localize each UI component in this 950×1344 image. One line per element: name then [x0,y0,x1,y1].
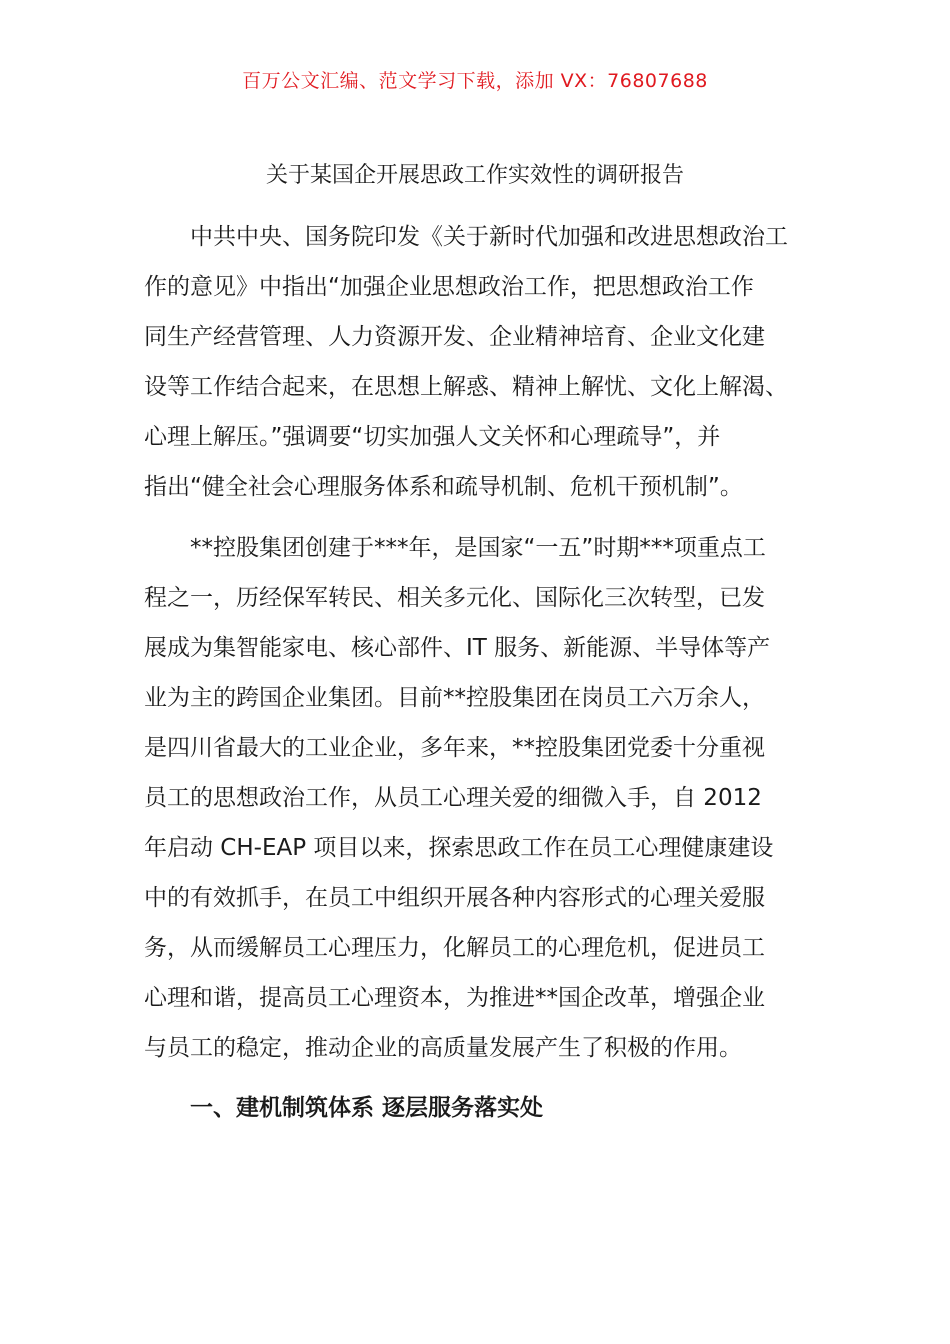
paragraph-line: 中共中央、国务院印发《关于新时代加强和改进思想政治工 [190,224,788,250]
paragraph-line: 作的意见》中指出“加强企业思想政治工作，把思想政治工作 [144,274,754,300]
paragraph-line: 业为主的跨国企业集团。目前**控股集团在岗员工六万余人， [144,685,765,711]
paragraph-line: 中的有效抓手，在员工中组织开展各种内容形式的心理关爱服 [144,885,765,911]
paragraph-line: 与员工的稳定，推动企业的高质量发展产生了积极的作用。 [144,1035,742,1061]
paragraph-line: 展成为集智能家电、核心部件、IT 服务、新能源、半导体等产 [144,635,771,661]
header-banner: 百万公文汇编、范文学习下载，添加 VX：76807688 [242,70,708,92]
paragraph-line: 设等工作结合起来，在思想上解惑、精神上解忧、文化上解渴、 [144,374,788,400]
paragraph-line: 同生产经营管理、人力资源开发、企业精神培育、企业文化建 [144,324,765,350]
paragraph-line: 心理和谐，提高员工心理资本，为推进**国企改革，增强企业 [144,985,765,1011]
paragraph-line: 心理上解压。”强调要“切实加强人文关怀和心理疏导”，并 [144,424,721,450]
paragraph-line: 程之一，历经保军转民、相关多元化、国际化三次转型，已发 [144,585,765,611]
section-heading: 一、建机制筑体系 逐层服务落实处 [190,1095,544,1121]
paragraph-line: 指出“健全社会心理服务体系和疏导机制、危机干预机制”。 [144,474,743,500]
document-title: 关于某国企开展思政工作实效性的调研报告 [265,163,684,188]
paragraph-2 [144,523,826,1073]
paragraph-line: 务，从而缓解员工心理压力，化解员工的心理危机，促进员工 [144,935,765,961]
paragraph-line: **控股集团创建于***年，是国家“一五”时期***项重点工 [190,535,766,561]
paragraph-1 [144,212,826,512]
paragraph-line: 员工的思想政治工作，从员工心理关爱的细微入手，自 2012 [144,785,762,811]
paragraph-line: 年启动 CH-EAP 项目以来，探索思政工作在员工心理健康建设 [144,835,774,861]
paragraph-line: 是四川省最大的工业企业，多年来，**控股集团党委十分重视 [144,735,765,761]
